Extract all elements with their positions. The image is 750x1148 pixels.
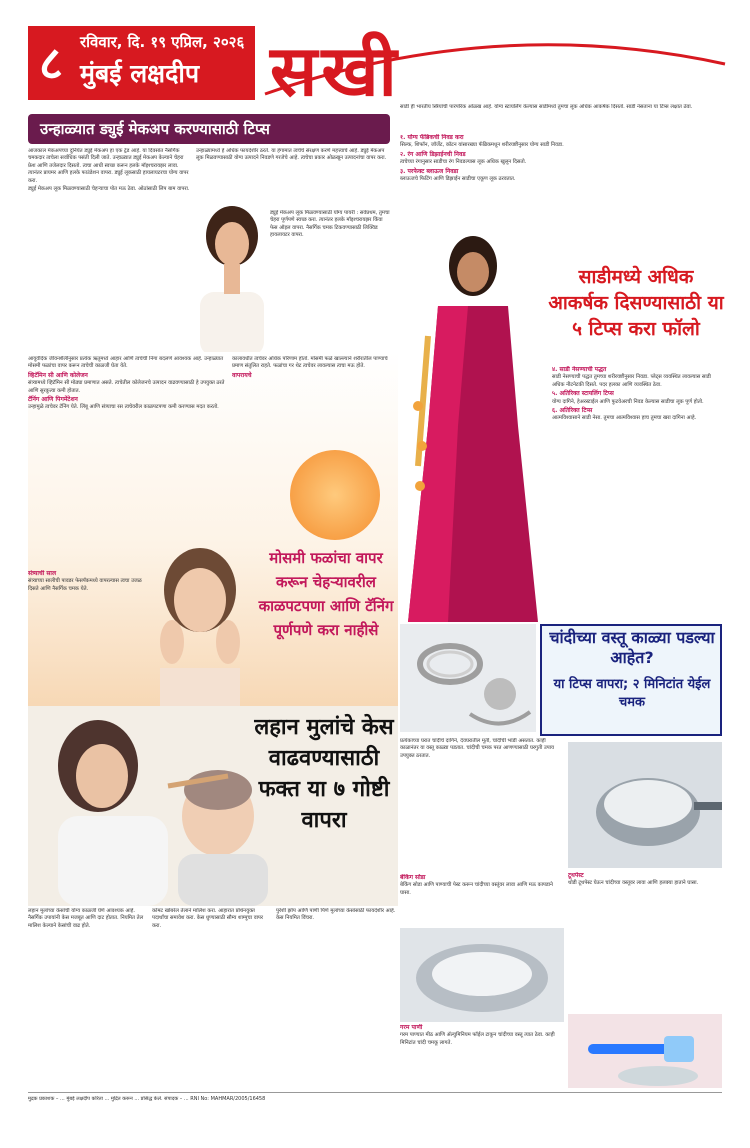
saree-head-3: ३. परफेक्ट ब्लाऊज निवडा	[400, 167, 459, 175]
dewy-note: ड्युई मेकअप लूक मिळवण्यासाठी चेहऱ्याचा पोत मऊ ठेवा. ओठांसाठी लिप बाम वापरा.	[28, 186, 190, 193]
dewy-sub-section: ड्युई मेकअप लूक मिळवण्यासाठी योग्य पायरी : सर्वप्रथम, तुमचा चेहरा पूर्णपणे स्वच्छ करा. त्यानंतर हलके मॉइश्चरायझर किंवा फेस ऑइल वापरा. नैसर्गिक चमक टिकवण्यासाठी लिक्विड हायलायटर वापरा.	[270, 210, 390, 239]
saree-tips-bottom	[552, 366, 722, 616]
skin-head-usage: वापरायचे	[232, 371, 252, 379]
silver-subtitle: या टिप्स वापरा; २ मिनिटांत येईल चमक	[553, 677, 711, 710]
silver-brush-photo	[568, 1014, 722, 1088]
silver-jewellery-photo	[400, 624, 536, 732]
saree-model-photo	[398, 226, 548, 622]
saree-text-3: ब्लाऊजचे फिटिंग आणि डिझाईन साडीचा एकूण लूक ठरवतात.	[400, 176, 516, 183]
skin-col-1	[28, 356, 228, 466]
saree-tips-top	[400, 134, 722, 230]
edition-name: मुंबई लक्षदीप	[80, 59, 200, 88]
silver-hot-water	[400, 1024, 564, 1088]
supplement-title: सखी	[270, 29, 401, 112]
saree-head-6: ६. अतिरिक्त टिप्स	[552, 407, 593, 415]
kids-col-2: कोमट खोबरेल तेलाने मालिश करा. आहारात प्रथिनयुक्त पदार्थांचा समावेश करा. केस धुण्यासाठी सौम्य शाम्पूचा वापर करा.	[152, 908, 264, 929]
skin-col-2-text: कालावधीत त्वचेवर अधिक परिणाम होतो. मोसमी फळे खाल्ल्याने शरीरातील पाण्याचे प्रमाण संतुलित राहते. फळांचा गर थेट त्वचेवर लावल्यास त्वचा मऊ होते.	[232, 356, 388, 370]
dewy-title: उन्हाळ्यात ड्युई मेकअप करण्यासाठी टिप्स	[40, 120, 270, 138]
saree-head-4: ४. साडी नेसण्याची पद्धत	[552, 366, 607, 373]
silver-head-1: बेकिंग सोडा	[400, 874, 426, 881]
footer-imprint: मुद्रक प्रकाशक – ... मुंबई लक्षदीप करिता ... मुद्रित करून ... प्रसिद्ध केले. संपादक – ... RNI No: MAHMAR/2005/16458	[28, 1096, 266, 1102]
kids-col-1: लहान मुलांच्या केसांची योग्य काळजी घेणे आवश्यक आहे. नैसर्गिक उपायांनी केस मजबूत आणि दाट होतात. नियमित तेल मालिश केल्याने केसांची वाढ होते.	[28, 908, 144, 929]
silver-baking-soda	[400, 874, 564, 928]
dewy-col-1	[28, 148, 190, 348]
page-number: ८	[39, 36, 63, 90]
skin-tan-text: उन्हामुळे त्वचेवर टॅनिंग येते. लिंबू आणि संत्र्याचा रस त्वचेवरील काळपटपणा कमी करण्यास मदत करतो.	[28, 404, 219, 411]
saree-title: साडीमध्ये अधिक आकर्षक दिसण्यासाठी या ५ टिप्स करा फॉलो	[548, 266, 724, 340]
skin-head-peel: संत्र्याची साल	[28, 570, 57, 577]
saree-text-5: योग्य दागिने, हेअरस्टाईल आणि फुटवेअरची निवड केल्यास साडीचा लूक पूर्ण होतो.	[552, 398, 704, 405]
dewy-model-photo	[192, 196, 272, 356]
saree-text-6: आत्मविश्वासाने साडी नेसा. तुमचा आत्मविश्वास हाच तुमचा खरा दागिना आहे.	[552, 415, 697, 422]
orange-slice-icon	[290, 450, 380, 540]
kids-hair-title: लहान मुलांचे केस वाढवण्यासाठी फक्त या ७ गोष्टी वापरा	[254, 715, 394, 833]
saree-intro: साडी ही भारतीय स्त्रियांची पारंपरिक ओळख आहे. योग्य स्टायलिंग केल्यास साडीमध्ये तुमचा लूक अधिक आकर्षक दिसतो. साडी नेसताना या टिप्स लक्षात ठेवा.	[400, 104, 693, 110]
skin-vitc-text: संत्र्यामध्ये व्हिटॅमिन सी मोठ्या प्रमाणात असते. त्वचेतील कोलेजनचे उत्पादन वाढवण्यासाठी हे उपयुक्त ठरते आणि सुरकुत्या कमी होतात.	[28, 380, 225, 394]
saree-head-1: १. योग्य फॅब्रिकची निवड करा	[400, 134, 464, 141]
saree-text-1: सिल्क, शिफॉन, जॉर्जेट, कॉटन यांसारख्या फॅब्रिकमधून शरीरयष्टीनुसार योग्य साडी निवडा.	[400, 142, 564, 149]
skin-col-1-text: आयुर्वेदिक जीवनशैलीनुसार प्रत्येक ऋतूमध्ये आहार आणि त्वचेची निगा बदलणे आवश्यक आहे. उन्हाळ्यात मोसमी फळांचा वापर करून त्वचेची काळजी घेता येते.	[28, 356, 224, 370]
skin-col-3	[28, 570, 148, 700]
citrus-overlay-headline: मोसमी फळांचा वापर करून चेहऱ्यावरील काळपटपणा आणि टॅनिंग पूर्णपणे करा नाहीसे	[258, 549, 394, 639]
silver-text-4: गरम पाण्यात मीठ आणि ॲल्युमिनियम फॉईल टाकून चांदीच्या वस्तू त्यात ठेवा. काही मिनिटांत चांदी चमकू लागते.	[400, 1032, 555, 1046]
dewy-col-1-text: आजकाल मेकअपच्या दुनियेत ड्युई मेकअप हा एक ट्रेंड आहे. या दिवसांत नैसर्गिक चमकदार त्वचेला सर्वाधिक पसंती दिली जाते. उन्हाळ्यात ड्युई मेकअप केल्याने चेहरा फ्रेश आणि तजेलदार दिसतो. त्वचा आधी स्वच्छ करून हलके मॉइश्चरायझर लावा. त्यानंतर प्रायमर आणि हलके फाउंडेशन वापरा. ड्युई लूकसाठी हायलायटरचा योग्य वापर करा.	[28, 148, 189, 184]
footer-rule	[28, 1092, 722, 1093]
silver-title: चांदीच्या वस्तू काळ्या पडल्या आहेत?	[549, 628, 715, 667]
silver-pot-photo	[568, 742, 722, 868]
silver-text-2: बेकिंग सोडा आणि पाण्याची पेस्ट करून चांदीच्या वस्तूंवर लावा आणि मऊ कापडाने घासा.	[400, 882, 553, 896]
silver-text-3: थोडी टूथपेस्ट घेऊन चांदीच्या वस्तूवर लावा आणि हलक्या हाताने घासा.	[568, 880, 699, 887]
saree-text-2: त्वचेच्या रंगानुसार साडीचा रंग निवडल्यास लूक अधिक खुलून दिसतो.	[400, 159, 527, 166]
kids-col-3: पुरेशी झोप आणि पाणी पिणे मुलांच्या केसांसाठी फायदेशीर आहे. केस नियमित विंचरा.	[276, 908, 396, 922]
saree-head-5: ५. अतिरिक्त स्टायलिंग टिप्स	[552, 390, 614, 398]
silver-toothpaste	[568, 872, 722, 1012]
dewy-col-2: उन्हाळ्यामध्ये हे अधिक फायदेशीर ठरते. या हंगामात त्वचेचे संरक्षण करणे महत्त्वाचे आहे. ड्युई मेकअप लूक मिळवण्यासाठी योग्य उत्पादने निवडणे गरजेचे आहे. त्वचेचा प्रकार ओळखून उत्पादनांचा वापर करा.	[196, 148, 387, 162]
silver-foil-photo	[400, 928, 564, 1022]
skin-model-photo	[150, 530, 250, 706]
saree-text-4: साडी नेसण्याची पद्धत तुमच्या शरीरयष्टीनुसार निवडा. प्लेट्स व्यवस्थित लावल्यास साडी अधिक नीटनेटकी दिसते. पदर हलका आणि व्यवस्थित ठेवा.	[552, 374, 711, 388]
issue-date: रविवार, दि. १९ एप्रिल, २०२६	[80, 33, 245, 51]
silver-head-2: टूथपेस्ट	[568, 872, 584, 879]
saree-head-2: २. रंग आणि डिझाईनची निवड	[400, 150, 466, 158]
skin-peel-text: संत्र्याच्या सालीची पावडर फेसपॅकमध्ये वापरल्यास त्वचा उजळ दिसते आणि नैसर्गिक चमक येते.	[28, 578, 142, 592]
silver-intro-text: प्रत्येकाच्या घरात चांदीचे दागिने, देवघरातील मूर्ती, चांदीची भांडी असतात. काही काळानंतर या वस्तू काळ्या पडतात. चांदीची चमक परत आणण्यासाठी घरगुती उपाय उपयुक्त ठरतात.	[400, 738, 555, 759]
skin-col-2	[232, 356, 398, 466]
skin-head-tan: टॅनिंग आणि पिगमेंटेशन	[28, 396, 78, 404]
skin-head-vitc: व्हिटॅमिन सी आणि कोलेजन	[28, 371, 88, 379]
silver-head-3: गरम पाणी	[400, 1024, 423, 1031]
